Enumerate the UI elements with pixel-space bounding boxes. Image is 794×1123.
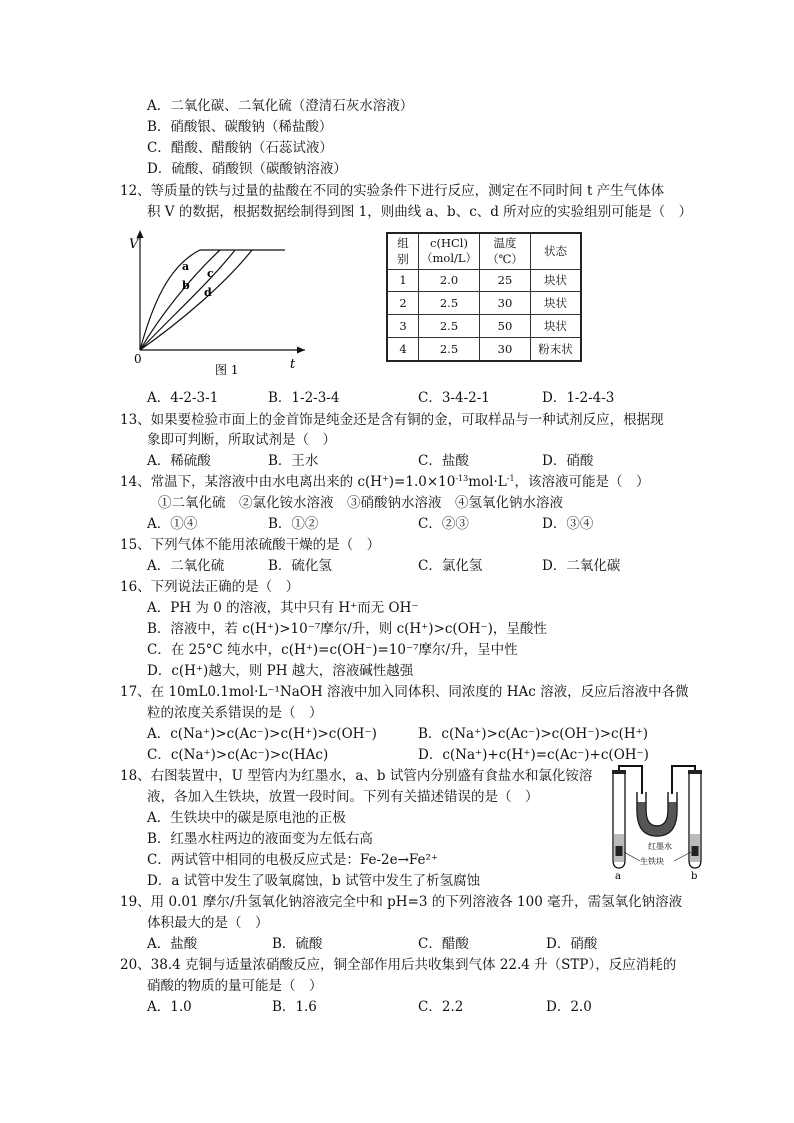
iron-block-label: 生铁块 xyxy=(640,857,664,866)
q14-stem: 14、常温下，某溶液中由水电离出来的 $c(H^+)=1.0\times 10^{-13}mol\cdot L^{-1}$，该溶液可能是（ ） xyxy=(120,474,650,490)
q11-option-d: D．硫酸、硝酸钡（碳酸钠溶液） xyxy=(147,161,347,177)
v-axis-label: V xyxy=(129,237,139,252)
q15-stem: 15、下列气体不能用浓硫酸干燥的是（ ） xyxy=(120,537,381,553)
q14-option-c: C．②③ xyxy=(418,516,469,532)
t-axis-arrow xyxy=(297,347,305,354)
q20-stem-line2: 硝酸的物质的量可能是（ ） xyxy=(147,978,323,994)
cell: 2.5 xyxy=(419,292,480,315)
q18-option-c: C．两试管中相同的电极反应式是：Fe-2e→Fe²⁺ xyxy=(147,852,439,868)
t-axis-label: t xyxy=(290,357,296,372)
u-tube-apparatus-figure xyxy=(604,764,712,880)
q20-stem-line1: 20、38.4 克铜与适量浓硝酸反应，铜全部作用后共收集到气体 22.4 升（STP），反应消耗的 xyxy=(120,957,677,973)
cell: 块状 xyxy=(531,315,582,338)
q17-stem-line1: 17、在 10mL0.1mol·L⁻¹NaOH 溶液中加入同体积、同浓度的 HAc 溶液，反应后溶液中各微 xyxy=(120,684,689,700)
q13-option-b: B．王水 xyxy=(268,453,319,469)
q18-option-b: B．红墨水柱两边的液面变为左低右高 xyxy=(147,831,373,847)
q17-option-b: B．c(Na⁺)>c(Ac⁻)>c(OH⁻)>c(H⁺) xyxy=(418,726,649,742)
q13-option-d: D．硝酸 xyxy=(542,453,594,469)
q19-stem-line1: 19、用 0.01 摩尔/升氢氧化钠溶液完全中和 pH=3 的下列溶液各 100 毫升，需氢氧化钠溶液 xyxy=(120,894,683,910)
q18-stem-line2: 液，各加入生铁块，放置一段时间。下列有关描述错误的是（ ） xyxy=(147,789,539,805)
cell: 50 xyxy=(480,315,531,338)
cell: 块状 xyxy=(531,269,582,292)
q17-option-a: A．c(Na⁺)>c(Ac⁻)>c(H⁺)>c(OH⁻) xyxy=(147,726,377,742)
curve-b-label: b xyxy=(182,279,190,292)
q19-option-b: B．硫酸 xyxy=(272,936,323,952)
q17-option-d: D．c(Na⁺)+c(H⁺)=c(Ac⁻)+c(OH⁻) xyxy=(418,747,649,763)
q17-option-c: C．c(Na⁺)>c(Ac⁻)>c(HAc) xyxy=(147,747,329,763)
q14-option-b: B．①② xyxy=(268,516,319,532)
q18-stem-line1: 18、右图装置中，U 型管内为红墨水，a、b 试管内分别盛有食盐水和氯化铵溶 xyxy=(120,768,593,784)
q15-option-b: B．硫化氢 xyxy=(268,558,332,574)
header-concentration: c(HCl) （mol/L） xyxy=(419,233,480,269)
iron-pointer-left xyxy=(624,852,640,861)
q16-option-a: A．PH 为 0 的溶液，其中只有 H⁺而无 OH⁻ xyxy=(147,600,419,616)
left-stopper xyxy=(612,770,626,774)
curve-a xyxy=(140,250,285,350)
cell: 2.0 xyxy=(419,269,480,292)
cell: 2.5 xyxy=(419,315,480,338)
table-row xyxy=(387,269,581,292)
q15-option-d: D．二氧化碳 xyxy=(542,558,621,574)
q15-option-c: C．氯化氢 xyxy=(418,558,483,574)
q20-option-c: C．2.2 xyxy=(418,999,464,1015)
red-ink-label: 红墨水 xyxy=(648,842,672,851)
q15-option-a: A．二氧化硫 xyxy=(147,558,225,574)
header-group: 组 别 xyxy=(387,233,419,269)
header-state: 状态 xyxy=(531,233,582,269)
figure-caption: 图 1 xyxy=(215,363,239,377)
q17-stem-line2: 粒的浓度关系错误的是（ ） xyxy=(147,705,323,721)
q12-option-d: D．1-2-4-3 xyxy=(542,390,615,406)
curve-c-label: c xyxy=(207,267,214,280)
cell: 3 xyxy=(387,315,419,338)
tube-b-label: b xyxy=(691,871,698,880)
q12-stem-line1: 12、等质量的铁与过量的盐酸在不同的实验条件下进行反应，测定在不同时间 t 产生气体体 xyxy=(120,183,665,199)
tube-a-label: a xyxy=(615,871,621,880)
q12-option-b: B．1-2-3-4 xyxy=(268,390,340,406)
q11-option-a: A．二氧化碳、二氧化硫（澄清石灰水溶液） xyxy=(147,98,414,114)
q18-option-a: A．生铁块中的碳是原电池的正极 xyxy=(147,810,346,826)
q20-option-a: A．1.0 xyxy=(147,999,192,1015)
right-stopper xyxy=(688,770,702,774)
origin-label: 0 xyxy=(134,352,142,366)
cell: 25 xyxy=(480,269,531,292)
iron-block-b xyxy=(692,846,699,856)
q16-option-c: C．在 25°C 纯水中，c(H⁺)=c(OH⁻)=10⁻⁷摩尔/升，呈中性 xyxy=(147,642,518,658)
cell: 1 xyxy=(387,269,419,292)
cell: 2 xyxy=(387,292,419,315)
cell: 2.5 xyxy=(419,337,480,361)
table-row xyxy=(387,315,581,338)
figure-1-graph xyxy=(120,226,310,382)
cell: 块状 xyxy=(531,292,582,315)
q18-option-d: D．a 试管中发生了吸氧腐蚀，b 试管中发生了析氢腐蚀 xyxy=(147,873,481,889)
q16-option-d: D．c(H⁺)越大，则 PH 越大，溶液碱性越强 xyxy=(147,663,414,679)
q19-option-d: D．硝酸 xyxy=(546,936,598,952)
q16-stem: 16、下列说法正确的是（ ） xyxy=(120,579,300,595)
header-temperature: 温度 （℃） xyxy=(480,233,531,269)
cell: 4 xyxy=(387,337,419,361)
q12-option-c: C．3-4-2-1 xyxy=(418,390,490,406)
q13-stem-line1: 13、如果要检验市面上的金首饰是纯金还是含有铜的金，可取样品与一种试剂反应，根据现 xyxy=(120,412,664,428)
q12-stem-line2: 积 V 的数据，根据数据绘制得到图 1，则曲线 a、b、c、d 所对应的实验组别可能是（ ） xyxy=(147,204,693,220)
cell: 粉末状 xyxy=(531,337,582,361)
q19-option-a: A．盐酸 xyxy=(147,936,198,952)
q20-option-d: D．2.0 xyxy=(546,999,592,1015)
q12-option-a: A．4-2-3-1 xyxy=(147,390,219,406)
q19-option-c: C．醋酸 xyxy=(418,936,469,952)
q19-stem-line2: 体积最大的是（ ） xyxy=(147,915,269,931)
q11-option-c: C．醋酸、醋酸钠（石蕊试液） xyxy=(147,140,333,156)
q14-option-d: D．③④ xyxy=(542,516,594,532)
cell: 30 xyxy=(480,292,531,315)
experiment-table xyxy=(386,232,582,362)
cell: 30 xyxy=(480,337,531,361)
q13-option-c: C．盐酸 xyxy=(418,453,469,469)
q14-choices: ①二氧化硫 ②氯化铵水溶液 ③硝酸钠水溶液 ④氢氧化钠水溶液 xyxy=(158,495,563,511)
q14-option-a: A．①④ xyxy=(147,516,198,532)
q11-option-b: B．硝酸银、碳酸钠（稀盐酸） xyxy=(147,119,333,135)
u-tube-inner xyxy=(646,792,668,826)
iron-block-a xyxy=(616,846,623,856)
curve-a-label: a xyxy=(182,260,190,273)
q20-option-b: B．1.6 xyxy=(272,999,317,1015)
table-row xyxy=(387,292,581,315)
table-row xyxy=(387,337,581,361)
q13-stem-line2: 象即可判断，所取试剂是（ ） xyxy=(147,432,336,448)
curve-d-label: d xyxy=(204,286,212,299)
q13-option-a: A．稀硫酸 xyxy=(147,453,211,469)
q16-option-b: B．溶液中，若 c(H⁺)>10⁻⁷摩尔/升，则 c(H⁺)>c(OH⁻)，呈酸性 xyxy=(147,621,547,637)
